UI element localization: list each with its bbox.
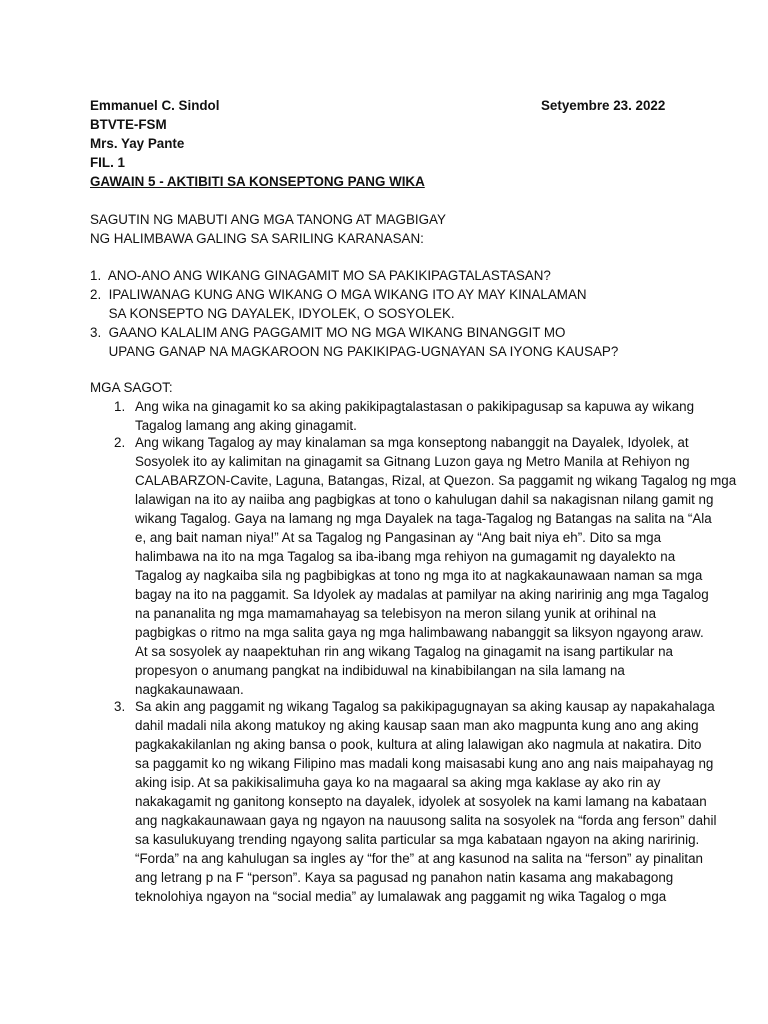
answer-line: na pananalita ng mga mamamahayag sa telebisyon na meron silang yunik at orihinal na xyxy=(135,606,657,621)
answer-line: Sa akin ang paggamit ng wikang Tagalog sa pakikipagugnayan sa aking kausap ay napakahalaga xyxy=(135,699,715,714)
answer-line: halimbawa na ito na mga Tagalog sa iba-ibang mga rehiyon na gumagamit ng dayalekto na xyxy=(135,549,676,564)
answer-line: “Forda” na ang kahulugan sa ingles ay “for the” at ang kasunod na salita na “ferson” ay pinalitan xyxy=(135,851,703,866)
answer-line: e, ang bait naman niya!” At sa Tagalog ng Pangasinan ay “Ang bait niya eh”. Dito sa mga xyxy=(135,530,662,545)
answer-number: 3. xyxy=(114,699,126,714)
answer-block xyxy=(135,397,695,435)
answer-line: propesyon o anumang pangkat na indibiduwal na kinabibilangan na sila lamang na xyxy=(135,663,625,678)
answer-line: pagbigkas o ritmo na mga salita gaya ng mga halimbawang nabanggit sa liksyon ngayong araw. xyxy=(135,625,704,640)
question-line: 2. IPALIWANAG KUNG ANG WIKANG O MGA WIKANG ITO AY MAY KINALAMAN xyxy=(90,287,587,302)
question-line: UPANG GANAP NA MAGKAROON NG PAKIKIPAG-UGNAYAN SA IYONG KAUSAP? xyxy=(90,344,619,359)
answer-block xyxy=(135,697,717,906)
question-line: 1. ANO-ANO ANG WIKANG GINAGAMIT MO SA PAKIKIPAGTALASTASAN? xyxy=(90,268,551,283)
answer-line: ang nagkakaunawaan gaya ng ngayon na nauusong salita na sosyolek na “forda ang ferson” dahil xyxy=(135,813,717,828)
instruction-line: NG HALIMBAWA GALING SA SARILING KARANASAN: xyxy=(90,231,424,246)
question-line: SA KONSEPTO NG DAYALEK, IDYOLEK, O SOSYOLEK. xyxy=(90,306,455,321)
teacher-name: Mrs. Yay Pante xyxy=(90,136,185,151)
answer-number: 1. xyxy=(114,399,126,414)
answer-line: CALABARZON-Cavite, Laguna, Batangas, Rizal, at Quezon. Sa paggamit ng wikang Tagalog ng mga xyxy=(135,473,737,488)
answer-line: teknolohiya ngayon na “social media” ay lumalawak ang paggamit ng wika Tagalog o mga xyxy=(135,889,667,904)
answer-line: At sa sosyolek ay naapektuhan rin ang wikang Tagalog na ginagamit na isang partikular na xyxy=(135,644,673,659)
answer-line: Tagalog lamang ang aking ginagamit. xyxy=(135,418,357,433)
activity-title: GAWAIN 5 - AKTIBITI SA KONSEPTONG PANG WIKA xyxy=(90,174,425,189)
answer-line: ang letrang p na F “person”. Kaya sa pagusad ng panahon natin kasama ang makabagong xyxy=(135,870,674,885)
answer-line: Ang wika na ginagamit ko sa aking pakikipagtalastasan o pakikipagusap sa kapuwa ay wikang xyxy=(135,399,695,414)
answer-line: Ang wikang Tagalog ay may kinalaman sa mga konseptong nabanggit na Dayalek, Idyolek, at xyxy=(135,435,689,450)
answer-line: dahil madali nila akong matukoy ng aking kausap saan man ako magpunta kung ano ang aking xyxy=(135,718,699,733)
answer-line: sa paggamit ko ng wikang Filipino mas madali kong maisasabi kung ano ang nais maipahayag ng xyxy=(135,756,714,771)
instruction-line: SAGUTIN NG MABUTI ANG MGA TANONG AT MAGBIGAY xyxy=(90,212,446,227)
answer-line: Tagalog ay nagkaiba sila ng pagbibigkas at tono ng mga ito at nagkakaunawaan naman sa mga xyxy=(135,568,703,583)
answer-line: lalawigan na ito ay naiiba ang pagbigkas at tono o kahulugan dahil sa nakagisnan nilang gamit ng xyxy=(135,492,714,507)
answer-line: wikang Tagalog. Gaya na lamang ng mga Dayalek na taga-Tagalog ng Batangas na salita na “Ala xyxy=(135,511,712,526)
answer-line: bagay na ito na paggamit. Sa Idyolek ay madalas at pamilyar na aking naririnig ang mga Tagalog xyxy=(135,587,709,602)
question-line: 3. GAANO KALALIM ANG PAGGAMIT MO NG MGA WIKANG BINANGGIT MO xyxy=(90,325,566,340)
answers-heading: MGA SAGOT: xyxy=(90,380,173,395)
answer-line: Sosyolek ito ay kalimitan na ginagamit sa Gitnang Luzon gaya ng Metro Manila at Rehiyon ng xyxy=(135,454,690,469)
answer-number: 2. xyxy=(114,435,126,450)
answer-line: nagkakaunawaan. xyxy=(135,682,244,697)
answer-line: aking isip. At sa pakikisalimuha gaya ko na magaaral sa aking mga kaklase ay ako rin ay xyxy=(135,775,661,790)
student-name: Emmanuel C. Sindol xyxy=(90,98,220,113)
answer-line: pagkakakilanlan ng aking bansa o pook, kultura at aling lalawigan ako nagmula at nakatira. Dito xyxy=(135,737,702,752)
answer-line: sa kasulukuyang trending ngayong salita particular sa mga kabataan ngayon na aking naririnig. xyxy=(135,832,700,847)
answer-block xyxy=(135,433,737,699)
program-code: BTVTE-FSM xyxy=(90,117,167,132)
answer-line: nakakagamit ng ganitong konsepto na dayalek, idyolek at sosyolek na kami lamang na kabataan xyxy=(135,794,707,809)
subject-code: FIL. 1 xyxy=(90,155,125,170)
document-date: Setyembre 23. 2022 xyxy=(541,98,666,113)
